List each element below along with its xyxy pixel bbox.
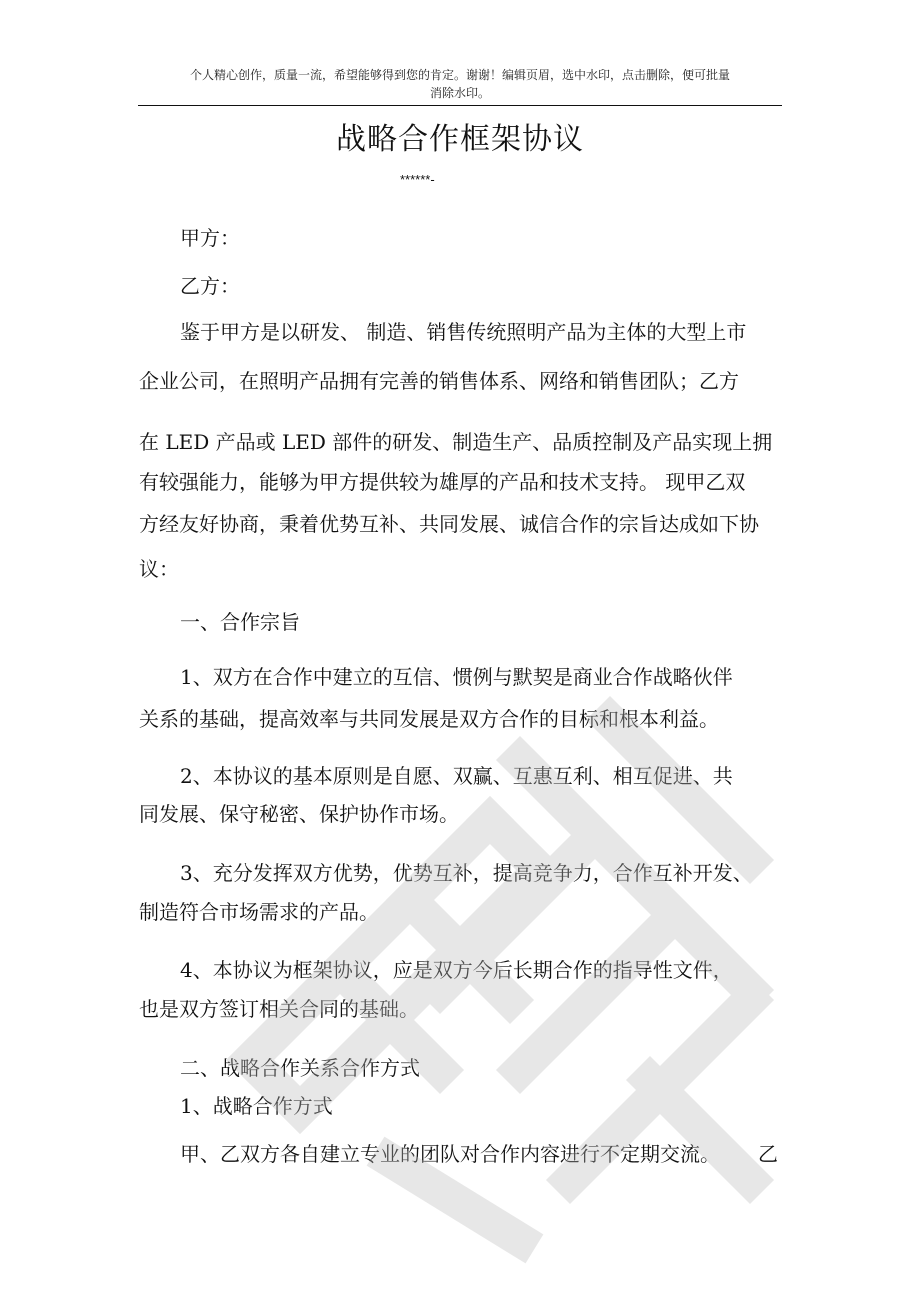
party-b-label: 乙方： <box>180 274 240 298</box>
section-1-item-1-line-2: 关系的基础，提高效率与共同发展是双方合作的目标和根本利益。 <box>139 707 719 731</box>
intro-line: 有较强能力，能够为甲方提供较为雄厚的产品和技术支持。 现甲乙双 <box>139 470 746 494</box>
section-1-item-3-line-1: 3、充分发挥双方优势，优势互补，提高竞争力，合作互补开发、 <box>180 861 753 885</box>
header-divider <box>138 105 782 106</box>
intro-line: 在 LED 产品或 LED 部件的研发、制造生产、品质控制及产品实现上拥 <box>139 430 773 454</box>
intro-line: 企业公司，在照明产品拥有完善的销售体系、网络和销售团队；乙方 <box>139 369 739 393</box>
section-2-line-tail: 乙 <box>758 1142 778 1166</box>
section-1-item-4-line-2: 也是双方签订相关合同的基础。 <box>139 997 419 1021</box>
header-note-line-1: 个人精心创作，质量一流，希望能够得到您的肯定。谢谢！编辑页眉，选中水印，点击删除，便可批量 <box>189 68 730 82</box>
intro-line: 方经友好协商，秉着优势互补、共同发展、诚信合作的宗旨达成如下协 <box>139 512 759 536</box>
section-1-item-2-line-1: 2、本协议的基本原则是自愿、双赢、互惠互利、相互促进、共 <box>180 764 733 788</box>
section-1-heading: 一、合作宗旨 <box>180 610 300 634</box>
intro-line: 鉴于甲方是以研发、 制造、销售传统照明产品为主体的大型上市 <box>180 320 747 344</box>
document-author: ******- <box>400 172 435 187</box>
section-1-item-1-line-1: 1、双方在合作中建立的互信、惯例与默契是商业合作战略伙伴 <box>180 665 733 689</box>
section-2-line: 甲、乙双方各自建立专业的团队对合作内容进行不定期交流。 <box>180 1142 720 1166</box>
intro-line: 议： <box>139 557 179 581</box>
header-note-line-2: 消除水印。 <box>429 86 490 100</box>
section-1-item-3-line-2: 制造符合市场需求的产品。 <box>139 900 379 924</box>
section-1-item-2-line-2: 同发展、保守秘密、保护协作市场。 <box>139 802 459 826</box>
header-note <box>138 66 782 102</box>
section-1-item-4-line-1: 4、本协议为框架协议，应是双方今后长期合作的指导性文件， <box>180 958 733 982</box>
document-title: 战略合作框架协议 <box>336 122 584 157</box>
section-2-subheading: 1、战略合作方式 <box>180 1094 333 1118</box>
section-2-heading: 二、战略合作关系合作方式 <box>180 1056 420 1080</box>
party-a-label: 甲方： <box>180 226 240 250</box>
